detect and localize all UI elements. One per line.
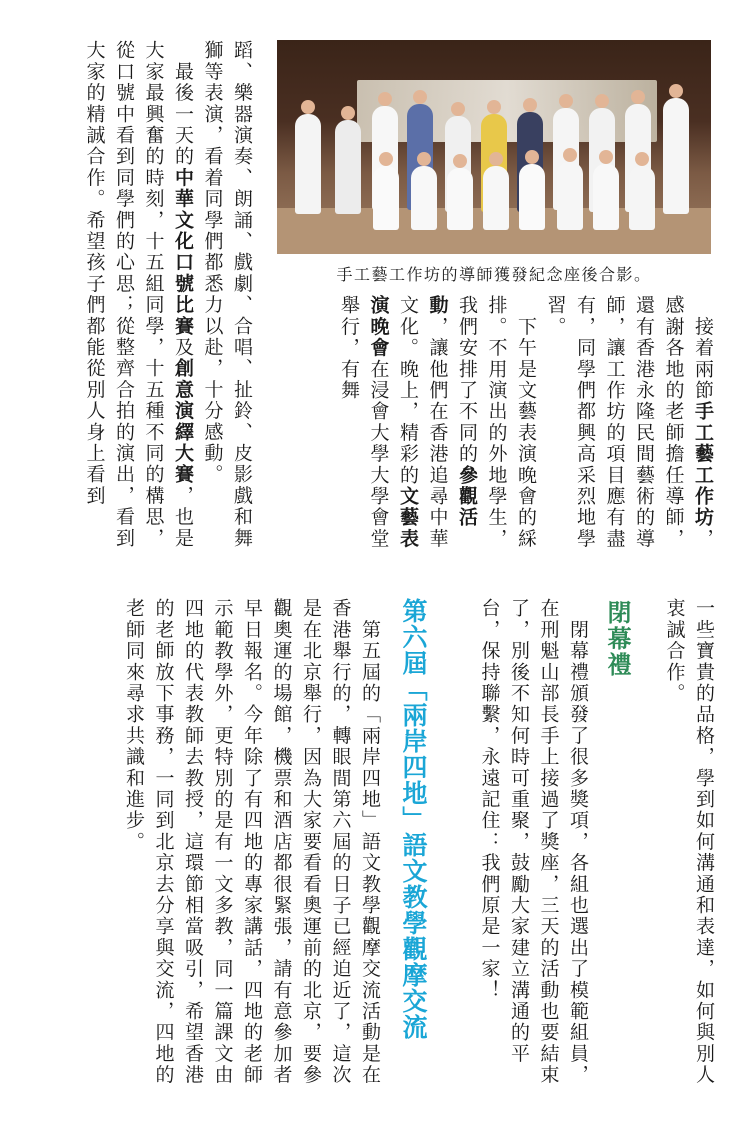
upper-right-text (338, 295, 717, 555)
closing-ceremony-text: 閉幕禮頒發了很多獎項，各組也選出了模範組員，在刑魁山部長手上接過了獎座，三天的活動也要結束了，別後不知何時可重聚，鼓勵大家建立溝通的平台，保持聯繫，永遠記住：我們原是一家！ (478, 598, 589, 1086)
paragraph-workshop: 接着兩節手工藝工作坊，感謝各地的老師擔任導師，還有香港永隆民間藝術的導師，讓工作坊的項目應有盡有，同學們都興高采烈地學習。 (544, 295, 714, 550)
group-photo (277, 40, 711, 254)
continuation-text: 一些寶貴的品格，學到如何溝通和表達，如何與別人衷誠合作。 (663, 598, 715, 1086)
upper-left-text (36, 40, 256, 555)
paragraph-final-day: 最後一天的中華文化口號比賽及創意演繹大賽，也是大家最興奮的時刻，十五組同學，十五種不同的構思，從口號中看到同學們的心思；從整齊合拍的演出，看到大家的精誠合作。希望孩子們都能從別人身上看到 (83, 40, 194, 549)
paragraph-evening: 下午是文藝表演晚會的綵排。不用演出的外地學生，我們安排了不同的參觀活動，讓他們在香港追尋中華文化。晚上，精彩的文藝表演晚會在浸會大學大學會堂舉行，有舞 (338, 295, 537, 550)
closing-ceremony-title: 閉幕禮 (603, 600, 631, 678)
sixth-exchange-title: 第六屆「兩岸四地」語文教學觀摩交流 (399, 598, 428, 1040)
paragraph-performances: 蹈、樂器演奏、朗誦、戲劇、合唱、扯鈴、皮影戲和舞獅等表演，看着同學們都悉力以赴，十分感動。 (201, 40, 253, 549)
photo-caption: 手工藝工作坊的導師獲發紀念座後合影。 (336, 265, 652, 284)
sixth-exchange-text: 第五屆的「兩岸四地」語文教學觀摩交流活動是在香港舉行的，轉眼間第六屆的日子已經迫近了，這次是在北京舉行，因為大家要看看奧運前的北京，要參觀奧運的場館，機票和酒店都很緊張，請有意參加者早日報名。今年除了有四地的專家講話，四地的老師示範教學外，更特別的是有一文多教，同一篇課文由四地的代表教師去教授，這環節相當吸引，希望香港的老師放下事務，一同到北京去分享與交流，四地的老師同來尋求共識和進步。 (123, 598, 381, 1086)
